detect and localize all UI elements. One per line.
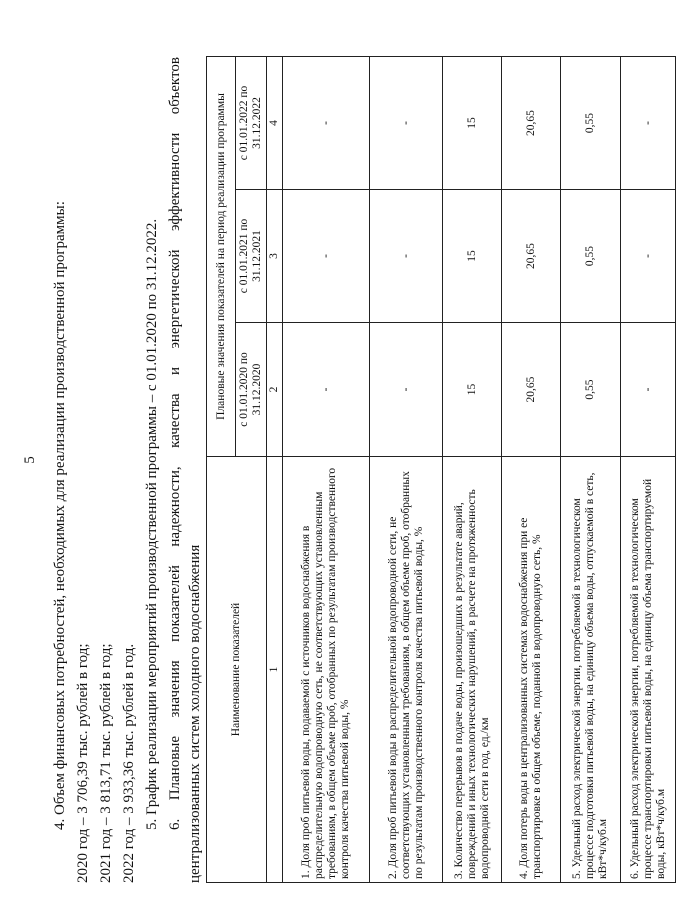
indicator-value: 15	[443, 323, 502, 457]
header-indicator-name: Наименование показателей	[207, 457, 267, 883]
table-row	[561, 57, 621, 883]
page-number: 5	[22, 456, 38, 464]
indicator-name: 3. Количество перерывов в подаче воды, произошедших в результате аварий, повреждений и иных технологических нарушений, в расчете на протяженность водопроводной сети в год, ед./км	[443, 457, 502, 883]
indicator-name: 1. Доля проб питьевой воды, подаваемой с источников водоснабжения в распределительную водопроводную сеть, не соответствующих установленным требованиям, в общем объеме проб, отобранных по результатам производственного контроля качества питьевой воды, %	[283, 457, 370, 883]
indicator-value: -	[283, 323, 370, 457]
rotated-content	[20, 35, 667, 885]
column-number: 3	[267, 190, 283, 323]
indicator-value: -	[621, 57, 676, 190]
financing-2022: 2022 год – 3 933,36 тыс. рублей в год.	[121, 643, 137, 883]
section-6-title-line2: централизованных систем холодного водоснабжения	[187, 544, 203, 883]
table-row	[502, 57, 561, 883]
section-6-word: Плановые	[167, 735, 183, 801]
table-header-row	[207, 57, 236, 883]
section-6-word: значения	[167, 660, 183, 718]
header-planned-values: Плановые значения показателей на период реализации программы	[207, 57, 236, 457]
indicator-value: 20,65	[502, 57, 561, 190]
table-row	[370, 57, 443, 883]
section-6-word: 6.	[167, 818, 183, 830]
indicator-name: 4. Доля потерь воды в централизованных системах водоснабжения при ее транспортировке в общем объеме, поданной в водопроводную сеть, %	[502, 457, 561, 883]
indicator-value: 15	[443, 57, 502, 190]
indicator-value: -	[370, 323, 443, 457]
table-row	[621, 57, 676, 883]
section-6-word: и	[167, 366, 183, 376]
indicator-value: 0,55	[561, 190, 621, 323]
indicators-table	[206, 56, 676, 883]
indicator-value: 15	[443, 190, 502, 323]
indicator-value: -	[621, 323, 676, 457]
indicator-name: 5. Удельный расход электрической энергии, потребляемой в технологическом процессе подготовки питьевой воды, на единицу объема воды, отпускаемой в сеть, кВт*ч/куб.м	[561, 457, 621, 883]
indicator-value: 20,65	[502, 190, 561, 323]
section-6-word: энергетической	[167, 249, 183, 349]
column-number: 2	[267, 323, 283, 457]
indicator-name: 2. Доля проб питьевой воды в распределительной водопроводной сети, не соответствующих установленным требованиям, в общем объеме проб, отобранных по результатам производственного контроля качества питьевой воды, %	[370, 457, 443, 883]
table-column-numbers-row	[267, 57, 283, 883]
indicator-value: -	[621, 190, 676, 323]
indicator-value: 20,65	[502, 323, 561, 457]
section-6-word: надежности,	[167, 466, 183, 547]
column-number: 1	[267, 457, 283, 883]
indicator-value: -	[283, 190, 370, 323]
section-6-title-line1	[165, 57, 185, 883]
indicator-value: 0,55	[561, 323, 621, 457]
indicator-value: -	[370, 57, 443, 190]
indicator-value: -	[283, 57, 370, 190]
indicator-value: -	[370, 190, 443, 323]
indicator-name: 6. Удельный расход электрической энергии, потребляемой в технологическом процессе транспортировки питьевой воды, на единицу объема транспортируемой воды, кВт*ч/куб.м	[621, 457, 676, 883]
header-period-2022: с 01.01.2022 по 31.12.2022	[236, 57, 267, 190]
section-5-schedule: 5. График реализации мероприятий производственной программы – с 01.01.2020 по 31.12.2022.	[144, 218, 160, 830]
section-4-title: 4. Объем финансовых потребностей, необходимых для реализации производственной программы:	[52, 201, 68, 830]
financing-2020: 2020 год – 3 706,39 тыс. рублей в год;	[75, 643, 91, 883]
column-number: 4	[267, 57, 283, 190]
table-row	[283, 57, 370, 883]
table-row	[443, 57, 502, 883]
header-period-2021: с 01.01.2021 по 31.12.2021	[236, 190, 267, 323]
header-period-2020: с 01.01.2020 по 31.12.2020	[236, 323, 267, 457]
indicator-value: 0,55	[561, 57, 621, 190]
section-6-word: показателей	[167, 565, 183, 642]
section-6-word: эффективности	[167, 132, 183, 231]
financing-2021: 2021 год – 3 813,71 тыс. рублей в год;	[98, 643, 114, 883]
section-6-word: объектов	[167, 57, 183, 115]
section-6-word: качества	[167, 393, 183, 448]
